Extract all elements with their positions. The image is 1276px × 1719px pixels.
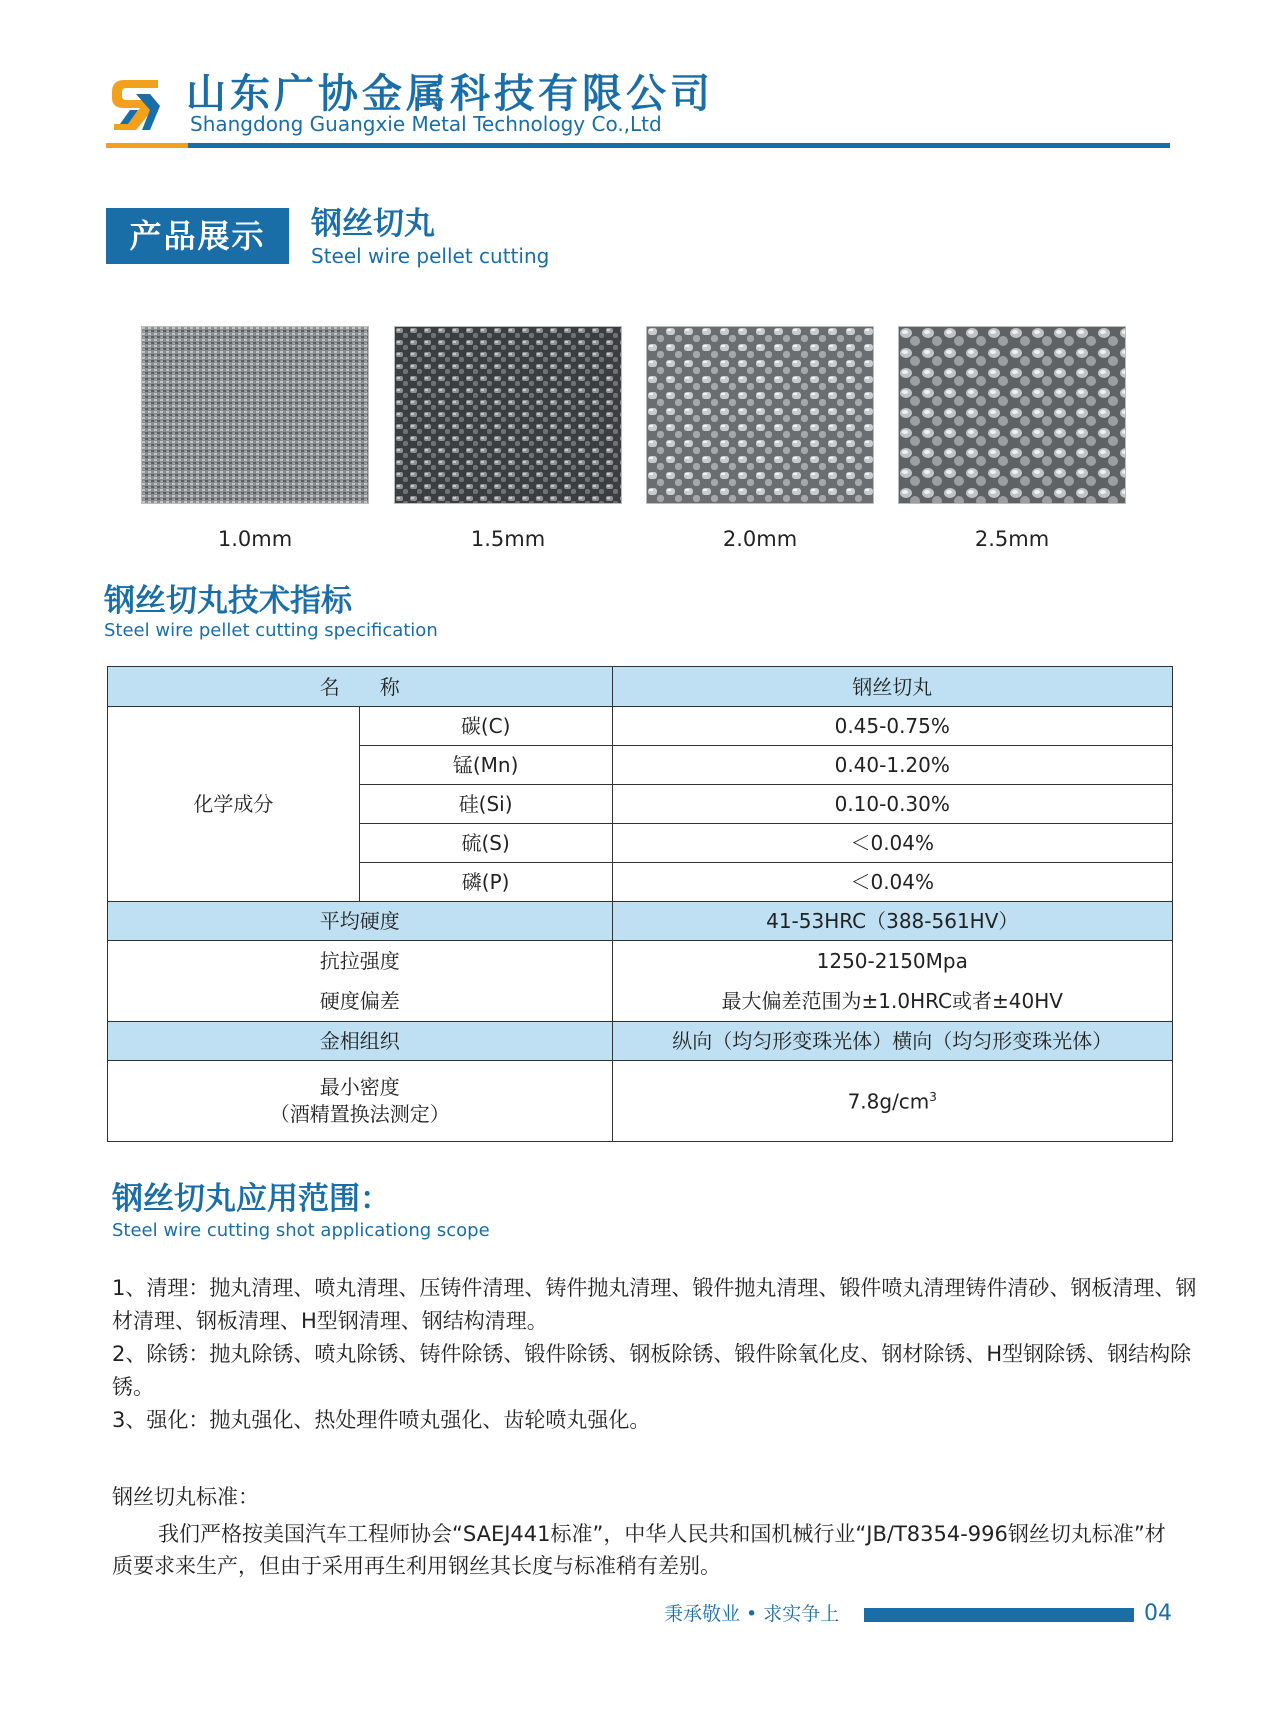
product-photo-2-5mm [898,326,1126,504]
size-label-2: 1.5mm [470,527,546,551]
company-name-en: Shangdong Guangxie Metal Technology Co.,Ltd [190,112,662,136]
standard-title: 钢丝切丸标准： [112,1485,259,1509]
product-photo-1-5mm [394,326,622,504]
metallographic-label: 金相组织 [108,1022,613,1061]
value-cell: 0.10-0.30% [612,785,1173,824]
tensile-value: 1250-2150Mpa [816,949,968,973]
company-logo-icon [106,74,166,134]
header-name-cell: 名 称 [108,667,613,707]
header-rule [188,143,1170,148]
footer-slogan: 秉承敬业 • 求实争上 [664,1603,840,1625]
spec-table [107,666,1173,1142]
table-header-row [108,667,1173,707]
footer-bar [864,1608,1134,1622]
value-cell: 0.40-1.20% [612,746,1173,785]
list-item: 3、强化：抛丸强化、热处理件喷丸强化、齿轮喷丸强化。 [112,1408,651,1432]
product-photo-1mm [141,326,369,504]
application-list [112,1272,1208,1437]
metallographic-value: 纵向（均匀形变珠光体）横向（均匀形变珠光体） [612,1022,1173,1061]
hardness-value: 41-53HRC（388-561HV） [612,902,1173,941]
header-product-cell: 钢丝切丸 [612,667,1173,707]
density-label-cell [108,1061,613,1142]
company-name-cn: 山东广协金属科技有限公司 [186,71,714,117]
tensile-label-cell [108,941,613,1022]
size-label-4: 2.5mm [974,527,1050,551]
element-cell: 锰(Mn) [359,746,612,785]
value-cell: ＜0.04% [612,824,1173,863]
list-item: 1、清理：抛丸清理、喷丸清理、压铸件清理、铸件抛丸清理、锻件抛丸清理、锻件喷丸清理铸件清砂、钢板清理、钢材清理、钢板清理、H型钢清理、钢结构清理。 [112,1276,1197,1333]
size-label-1: 1.0mm [217,527,293,551]
hardness-label: 平均硬度 [108,902,613,941]
header-rule-accent [106,143,188,148]
product-photo-2mm [646,326,874,504]
table-row-density [108,1061,1173,1142]
table-row-hardness [108,902,1173,941]
spec-title-cn: 钢丝切丸技术指标 [104,583,352,619]
density-value: 7.8g/cm [847,1089,930,1114]
application-title-en: Steel wire cutting shot applicationg scope [112,1220,490,1241]
hardness-dev-value: 最大偏差范围为±1.0HRC或者±40HV [721,989,1063,1013]
element-cell: 硅(Si) [359,785,612,824]
density-unit-exponent: 3 [929,1090,937,1104]
section-badge: 产品展示 [106,208,289,264]
table-row-tensile [108,941,1173,1022]
value-cell: 0.45-0.75% [612,707,1173,746]
chem-group-cell: 化学成分 [108,707,360,902]
density-label: 最小密度 [319,1075,400,1099]
product-title-en: Steel wire pellet cutting [311,244,550,268]
spec-title-en: Steel wire pellet cutting specification [104,620,438,641]
tensile-label: 抗拉强度 [319,949,400,973]
hardness-dev-label: 硬度偏差 [319,989,400,1013]
size-label-3: 2.0mm [722,527,798,551]
element-cell: 碳(C) [359,707,612,746]
application-title-cn: 钢丝切丸应用范围： [112,1181,391,1217]
page-number: 04 [1144,1601,1172,1626]
standard-body: 我们严格按美国汽车工程师协会“SAEJ441标准”，中华人民共和国机械行业“JB/T8354-996钢丝切丸标准”材质要求来生产，但由于采用再生利用钢丝其长度与标准稍有差别。 [112,1522,1166,1578]
list-item: 2、除锈：抛丸除锈、喷丸除锈、铸件除锈、锻件除锈、钢板除锈、锻件除氧化皮、钢材除锈、H型钢除锈、钢结构除锈。 [112,1342,1192,1399]
density-label-note: （酒精置换法测定） [269,1102,450,1126]
table-row-metallographic [108,1022,1173,1061]
table-row [108,707,1173,746]
element-cell: 硫(S) [359,824,612,863]
value-cell: ＜0.04% [612,863,1173,902]
product-title-cn: 钢丝切丸 [311,206,435,242]
element-cell: 磷(P) [359,863,612,902]
tensile-value-cell [612,941,1173,1022]
density-value-cell [612,1061,1173,1142]
